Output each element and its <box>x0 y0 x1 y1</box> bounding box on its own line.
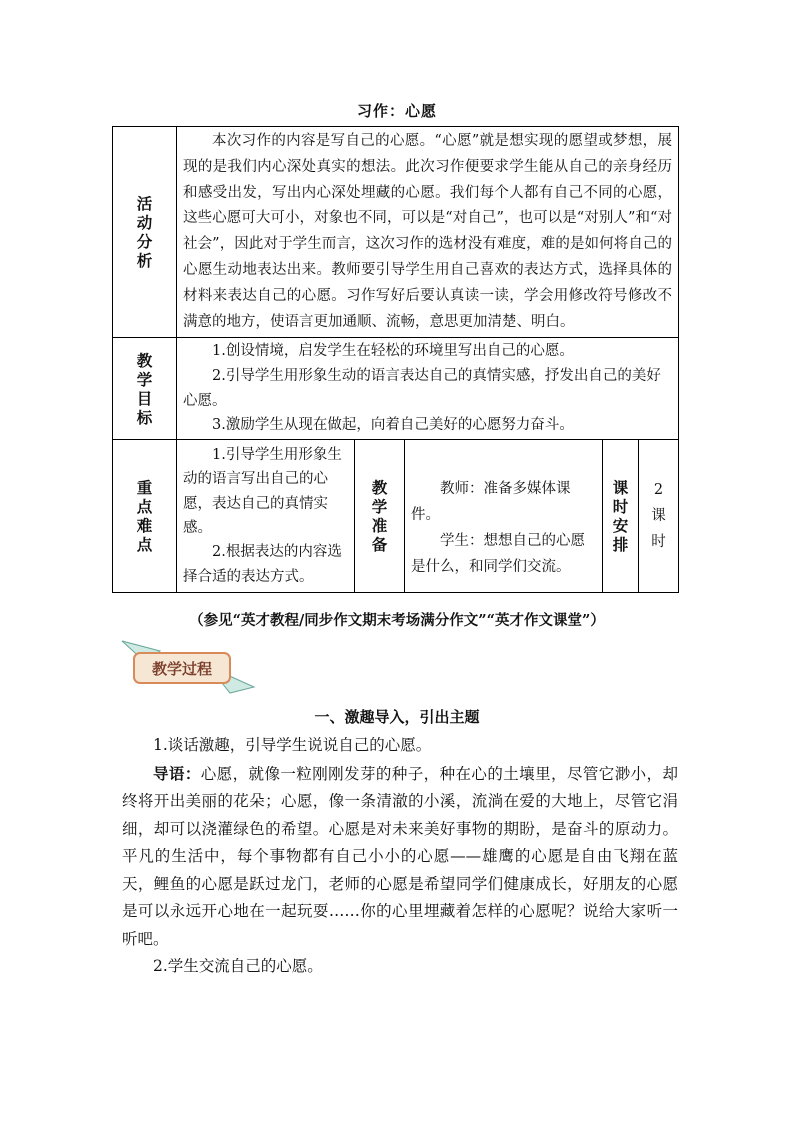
goal-item: 3.激励学生从现在做起，向着自己美好的心愿努力奋斗。 <box>212 417 574 434</box>
section-heading: 一、激趣导入，引出主题 <box>314 708 480 726</box>
activity-row <box>113 127 679 338</box>
key-point-item: 1.引导学生用形象生动的语言写出自己的心愿，表达自己的真情实感。 <box>183 447 342 537</box>
goal-item: 2.引导学生用形象生动的语言表达自己的真情实感，抒发出自己的美好心愿。 <box>183 368 661 409</box>
intro-paragraph <box>122 760 678 954</box>
prep-label: 教学准备 <box>371 478 388 555</box>
key-label-cell <box>113 440 177 593</box>
reference-note: （参见“英才教程/同步作文期末考场满分作文”“英才作文课堂”） <box>189 612 605 629</box>
goals-label-cell <box>113 338 177 440</box>
paragraph: 1.谈话激趣，引导学生说说自己的心愿。 <box>153 736 432 754</box>
lesson-body <box>122 732 678 981</box>
schedule-cell <box>639 440 679 593</box>
goals-cell <box>177 338 679 440</box>
activity-text: 本次习作的内容是写自己的心愿。“心愿”就是想实现的愿望或梦想，展现的是我们内心深处真实的想法。此次习作便要求学生能从自己的亲身经历和感受出发，写出内心深处埋藏的心愿。我们每个人都有自己不同的心愿，这些心愿可大可小，对象也不同，可以是“对自己”，也可以是“对别人”和“对社会”，因此对于学生而言，这次习作的选材没有难度，难的是如何将自己的心愿生动地表达出来。教师要引导学生用自己喜欢的表达方式，选择具体的材料来表达自己的心愿。习作写好后要认真读一读，学会用修改符号修改不满意的地方，使语言更加通顺、流畅，意思更加清楚、明白。 <box>183 133 673 330</box>
intro-text: 心愿，就像一粒刚刚发芽的种子，种在心的土壤里，尽管它渺小，却终将开出美丽的花朵；心愿，像一条清澈的小溪，流淌在爱的大地上，尽管它涓细，却可以浇灌绿色的希望。心愿是对未来美好事物的期盼，是奋斗的原动力。平凡的生活中，每个事物都有自己小小的心愿——雄鹰的心愿是自由飞翔在蓝天，鲤鱼的心愿是跃过龙门，老师的心愿是希望同学们健康成长，好朋友的心愿是可以永远开心地在一起玩耍……你的心里埋藏着怎样的心愿呢？说给大家听一听吧。 <box>122 764 678 948</box>
goals-row <box>113 338 679 440</box>
schedule-number: 2 <box>653 482 664 499</box>
prep-student: 学生：想想自己的心愿是什么，和同学们交流。 <box>411 533 585 576</box>
paragraph: 2.学生交流自己的心愿。 <box>153 957 323 975</box>
goal-item: 1.创设情境，启发学生在轻松的环境里写出自己的心愿。 <box>212 343 574 360</box>
lesson-plan-table <box>112 126 679 593</box>
schedule-label: 课时安排 <box>612 478 629 555</box>
prep-cell <box>405 440 603 593</box>
activity-label-cell <box>113 127 177 338</box>
schedule-unit: 课时 <box>651 508 666 551</box>
badge-label: 教学过程 <box>151 660 213 678</box>
key-point-item: 2.根据表达的内容选择合适的表达方式。 <box>183 544 342 585</box>
prep-teacher: 教师：准备多媒体课件。 <box>411 481 571 524</box>
schedule-label-cell <box>603 440 639 593</box>
activity-label: 活动分析 <box>136 194 153 271</box>
prep-label-cell <box>355 440 405 593</box>
key-points-row <box>113 440 679 593</box>
intro-lead: 导语： <box>153 763 201 783</box>
page-title: 习作：心愿 <box>356 102 437 120</box>
activity-text-cell <box>177 127 679 338</box>
goals-label: 教学目标 <box>136 350 153 427</box>
teaching-process-badge <box>118 637 258 695</box>
key-points-cell <box>177 440 355 593</box>
key-label: 重点难点 <box>136 478 153 555</box>
